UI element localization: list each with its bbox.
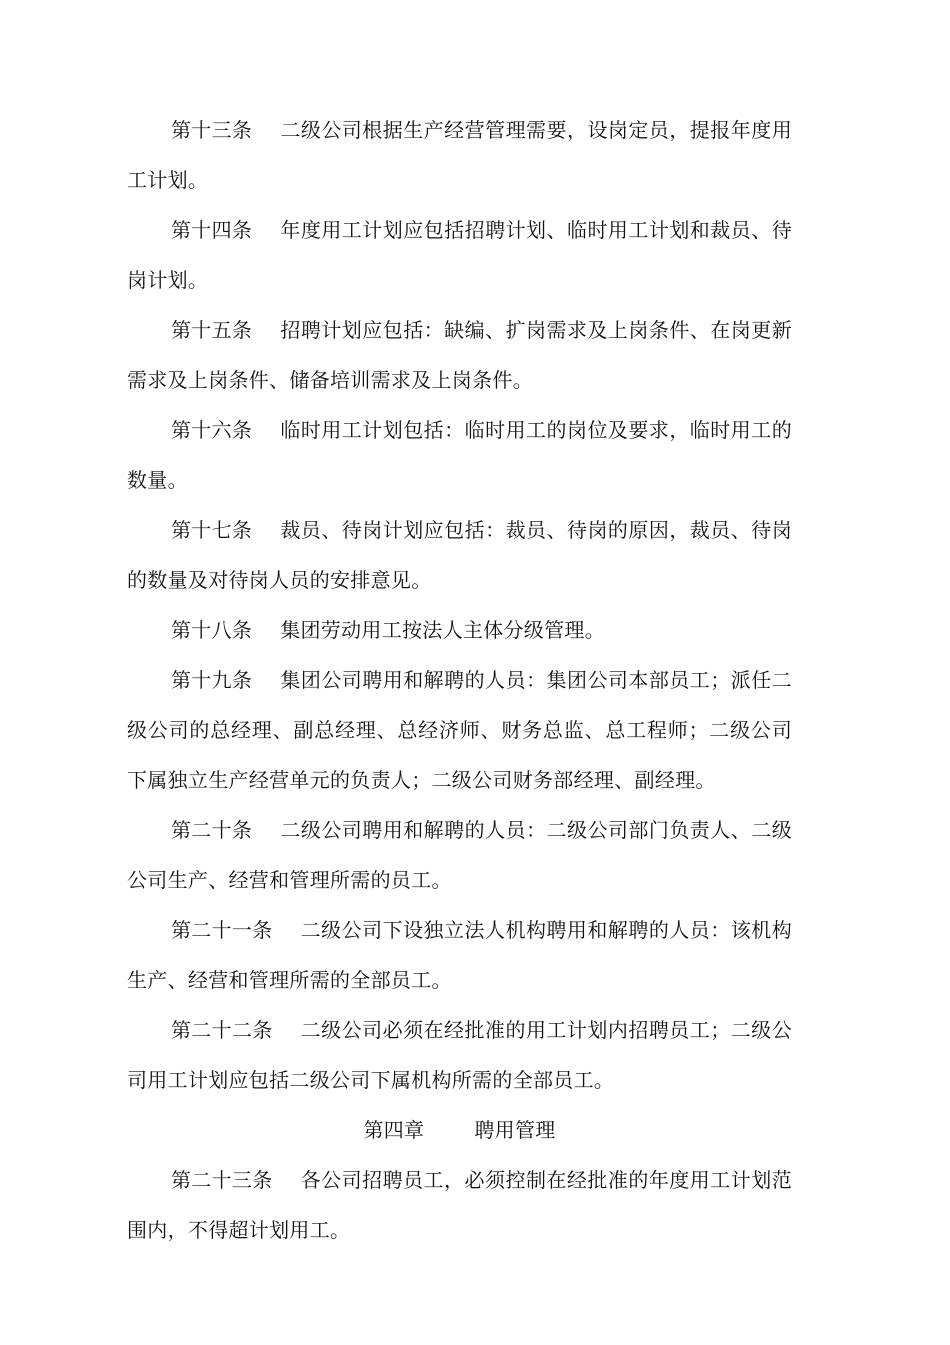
article-13	[127, 105, 792, 205]
article-16	[127, 405, 792, 505]
chapter-heading	[127, 1105, 792, 1155]
article-number: 第十七条	[171, 518, 253, 542]
article-17	[127, 505, 792, 605]
article-23	[127, 1155, 792, 1255]
article-14	[127, 205, 792, 305]
article-text: 年度用工计划应包括招聘计划、临时用工计划和裁员、待岗计划。	[127, 218, 792, 292]
article-15	[127, 305, 792, 405]
article-text: 临时用工计划包括：临时用工的岗位及要求，临时用工的数量。	[127, 418, 792, 492]
article-20	[127, 805, 792, 905]
article-21	[127, 905, 792, 1005]
article-22	[127, 1005, 792, 1105]
article-number: 第二十条	[171, 818, 253, 842]
article-text: 裁员、待岗计划应包括：裁员、待岗的原因，裁员、待岗的数量及对待岗人员的安排意见。	[127, 518, 792, 592]
article-19	[127, 655, 792, 805]
article-text: 集团公司聘用和解聘的人员：集团公司本部员工；派任二级公司的总经理、副总经理、总经济师、财务总监、总工程师；二级公司下属独立生产经营单元的负责人；二级公司财务部经理、副经理。	[127, 668, 792, 792]
article-18	[127, 605, 792, 655]
chapter-title: 聘用管理	[474, 1118, 556, 1142]
document-body	[127, 105, 792, 1255]
article-number: 第十四条	[171, 218, 253, 242]
article-text: 二级公司下设独立法人机构聘用和解聘的人员：该机构生产、经营和管理所需的全部员工。	[127, 918, 792, 992]
article-number: 第二十一条	[171, 918, 273, 942]
article-text: 招聘计划应包括：缺编、扩岗需求及上岗条件、在岗更新需求及上岗条件、储备培训需求及上岗条件。	[127, 318, 792, 392]
article-number: 第二十二条	[171, 1018, 273, 1042]
article-number: 第十九条	[171, 668, 253, 692]
article-number: 第二十三条	[171, 1168, 273, 1192]
chapter-number: 第四章	[363, 1118, 425, 1142]
article-number: 第十八条	[171, 618, 253, 642]
article-text: 集团劳动用工按法人主体分级管理。	[280, 618, 606, 642]
article-text: 各公司招聘员工，必须控制在经批准的年度用工计划范围内，不得超计划用工。	[127, 1168, 792, 1242]
article-text: 二级公司根据生产经营管理需要，设岗定员，提报年度用工计划。	[127, 118, 792, 192]
article-number: 第十三条	[171, 118, 253, 142]
article-text: 二级公司聘用和解聘的人员：二级公司部门负责人、二级公司生产、经营和管理所需的员工。	[127, 818, 792, 892]
article-number: 第十五条	[171, 318, 253, 342]
article-text: 二级公司必须在经批准的用工计划内招聘员工；二级公司用工计划应包括二级公司下属机构所需的全部员工。	[127, 1018, 792, 1092]
article-number: 第十六条	[171, 418, 253, 442]
